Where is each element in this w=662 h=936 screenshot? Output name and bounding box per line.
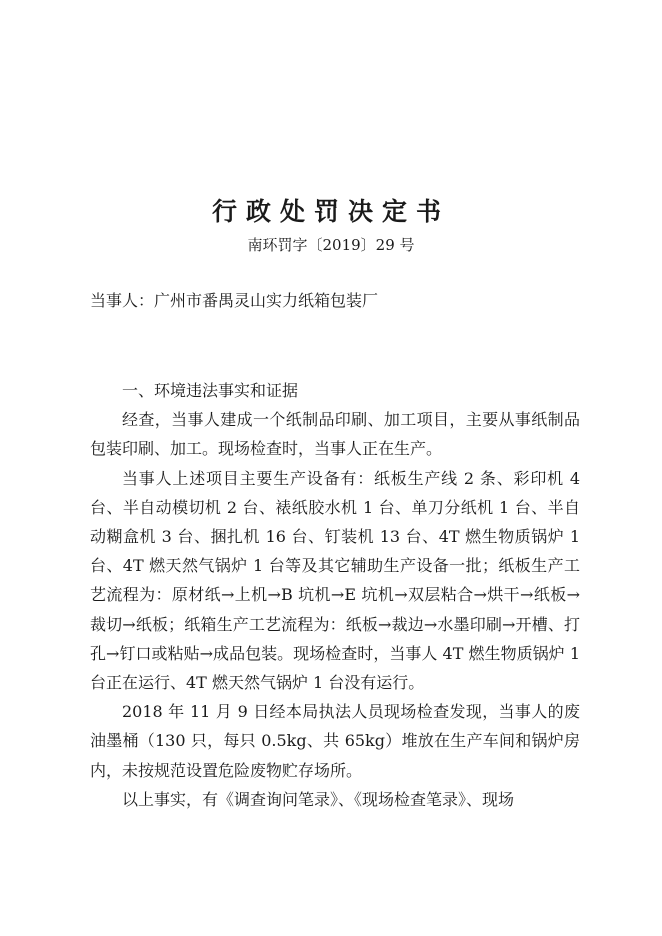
document-body	[90, 376, 580, 814]
document-number: 南环罚字〔2019〕29 号	[247, 236, 415, 254]
paragraph-inspection: 经查，当事人建成一个纸制品印刷、加工项目，主要从事纸制品包装印刷、加工。现场检查时，当事人正在生产。	[90, 410, 580, 459]
document-title: 行政处罚决定书	[211, 197, 450, 226]
paragraph-evidence: 以上事实，有《调查询问笔录》、《现场检查笔录》、现场	[122, 789, 515, 809]
section-heading: 一、环境违法事实和证据	[122, 381, 299, 400]
paragraph-equipment: 当事人上述项目主要生产设备有：纸板生产线 2 条、彩印机 4 台、半自动模切机 2 台、裱纸胶水机 1 台、单刀分纸机 1 台、半自动糊盒机 3 台、捆扎机 16 台、钉装机 13 台、4T 燃生物质锅炉 1 台、4T 燃天然气锅炉 1 台等及其它辅助生产设备一批；纸板生产工艺流程为：原材纸→上机→B 坑机→E 坑机→双层粘合→烘干→纸板→裁切→纸板；纸箱生产工艺流程为：纸板→裁边→水墨印刷→开槽、打孔→钉口或粘贴→成品包装。现场检查时，当事人 4T 燃生物质锅炉 1 台正在运行、4T 燃天然气锅炉 1 台没有运行。	[90, 468, 580, 693]
paragraph-violation: 2018 年 11 月 9 日经本局执法人员现场检查发现，当事人的废油墨桶（130 只，每只 0.5kg、共 65kg）堆放在生产车间和锅炉房内，未按规范设置危险废物贮存场所。	[90, 702, 580, 780]
party-line: 当事人：广州市番禺灵山实力纸箱包装厂	[90, 291, 379, 310]
